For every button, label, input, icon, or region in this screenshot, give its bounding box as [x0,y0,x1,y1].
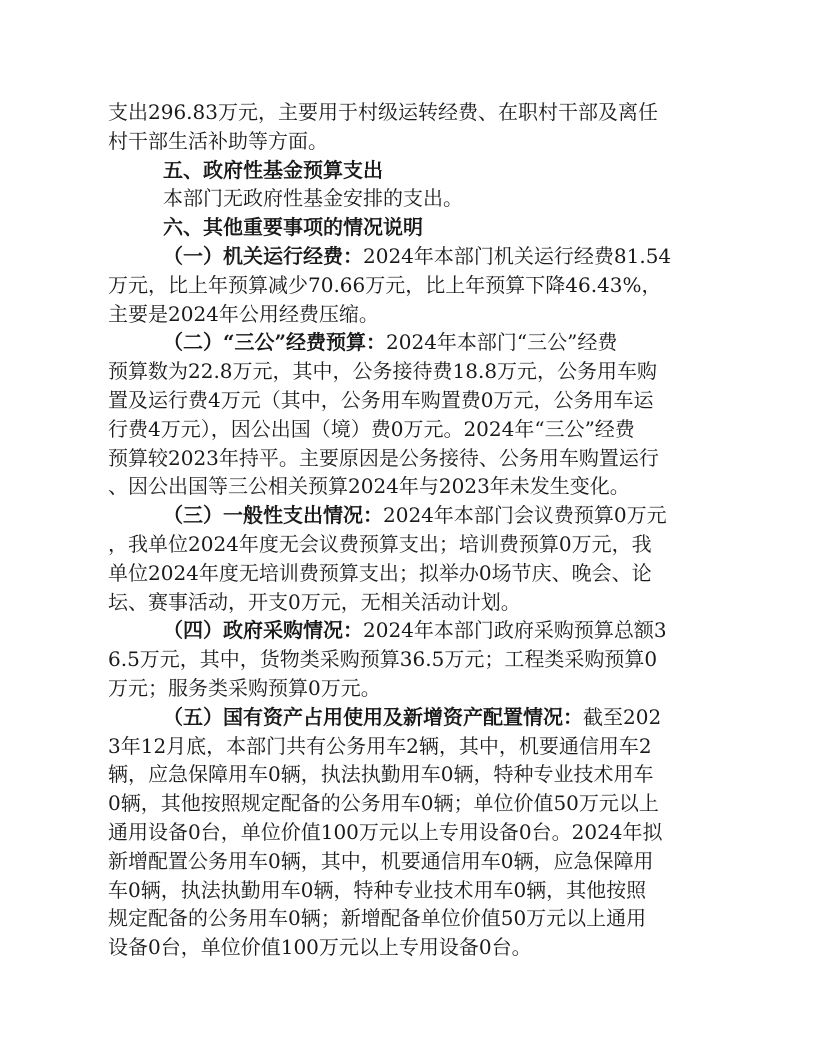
body-text: 辆，应急保障用车0辆，执法执勤用车0辆，特种专业技术用车 [108,762,654,787]
body-text: 坛、赛事活动，开支0万元，无相关活动计划。 [108,589,521,614]
body-text: 0辆，其他按照规定配备的公务用车0辆；单位价值50万元以上 [108,791,659,816]
text-line [108,472,718,501]
text-line [108,588,718,617]
text-line [108,242,718,271]
body-text: 截至202 [583,704,662,729]
text-line [108,933,718,962]
body-text: 预算数为22.8万元，其中，公务接待费18.8万元，公务用车购 [108,359,658,384]
body-text: ，我单位2024年度无会议费预算支出；培训费预算0万元，我 [108,531,652,556]
text-line [108,98,718,127]
body-text: 通用设备0台，单位价值100万元以上专用设备0台。2024年拟 [108,819,663,844]
text-line [108,156,718,185]
text-line [108,530,718,559]
text-line [108,818,718,847]
body-text: 2024年本部门机关运行经费81.54 [363,243,672,268]
text-line [108,703,718,732]
text-line [108,300,718,329]
body-text: 置及运行费4万元（其中，公务用车购置费0万元，公务用车运 [108,387,654,412]
text-line [108,789,718,818]
body-text: 村干部生活补助等方面。 [108,128,328,153]
text-line [108,559,718,588]
bold-heading: （二）“三公”经费预算： [163,330,387,355]
bold-heading: （一）机关运行经费： [163,243,363,268]
text-line [108,386,718,415]
bold-heading: 六、其他重要事项的情况说明 [163,215,423,240]
text-line [108,415,718,444]
bold-heading: （三）一般性支出情况： [163,503,383,528]
body-text: 支出296.83万元，主要用于村级运转经费、在职村干部及离任 [108,100,658,124]
body-text: 3年12月底，本部门共有公务用车2辆，其中，机要通信用车2 [108,733,652,758]
text-line [108,674,718,703]
body-text: 设备0台，单位价值100万元以上专用设备0台。 [108,935,532,960]
body-text: 单位2024年度无培训费预算支出；拟举办0场节庆、晚会、论 [108,560,652,585]
body-text: 6.5万元，其中，货物类采购预算36.5万元；工程类采购预算0 [108,647,658,672]
body-text: 新增配置公务用车0辆，其中，机要通信用车0辆，应急保障用 [108,848,654,873]
bold-heading: （五）国有资产占用使用及新增资产配置情况： [163,704,583,729]
text-line [108,645,718,674]
body-text: 行费4万元），因公出国（境）费0万元。2024年“三公”经费 [108,416,635,441]
body-text: 主要是2024年公用经费压缩。 [108,301,379,326]
text-line [108,501,718,530]
text-line [108,444,718,473]
text-line [108,328,718,357]
body-text: 车0辆，执法执勤用车0辆，特种专业技术用车0辆，其他按照 [108,877,647,902]
text-line [108,732,718,761]
text-line [108,904,718,933]
text-line [108,127,718,156]
bold-heading: 五、政府性基金预算支出 [163,157,383,182]
text-line [108,847,718,876]
text-line [108,760,718,789]
body-text: 规定配备的公务用车0辆；新增配备单位价值50万元以上通用 [108,906,647,931]
body-text: 预算较2023年持平。主要原因是公务接待、公务用车购置运行 [108,445,659,470]
body-text: 万元；服务类采购预算0万元。 [108,675,381,700]
body-text: 2024年本部门“三公”经费 [386,330,618,355]
text-line [108,357,718,386]
text-line [108,184,718,213]
text-line [108,616,718,645]
body-text: 、因公出国等三公相关预算2024年与2023年未发生变化。 [108,474,630,499]
text-line [108,213,718,242]
text-line [108,271,718,300]
body-text: 本部门无政府性基金安排的支出。 [163,186,463,211]
body-text: 2024年本部门政府采购预算总额3 [363,618,667,643]
body-text: 2024年本部门会议费预算0万元 [383,503,667,528]
text-line [108,876,718,905]
document-body [108,98,718,962]
bold-heading: （四）政府采购情况： [163,618,363,643]
body-text: 万元，比上年预算减少70.66万元，比上年预算下降46.43%， [108,272,662,297]
